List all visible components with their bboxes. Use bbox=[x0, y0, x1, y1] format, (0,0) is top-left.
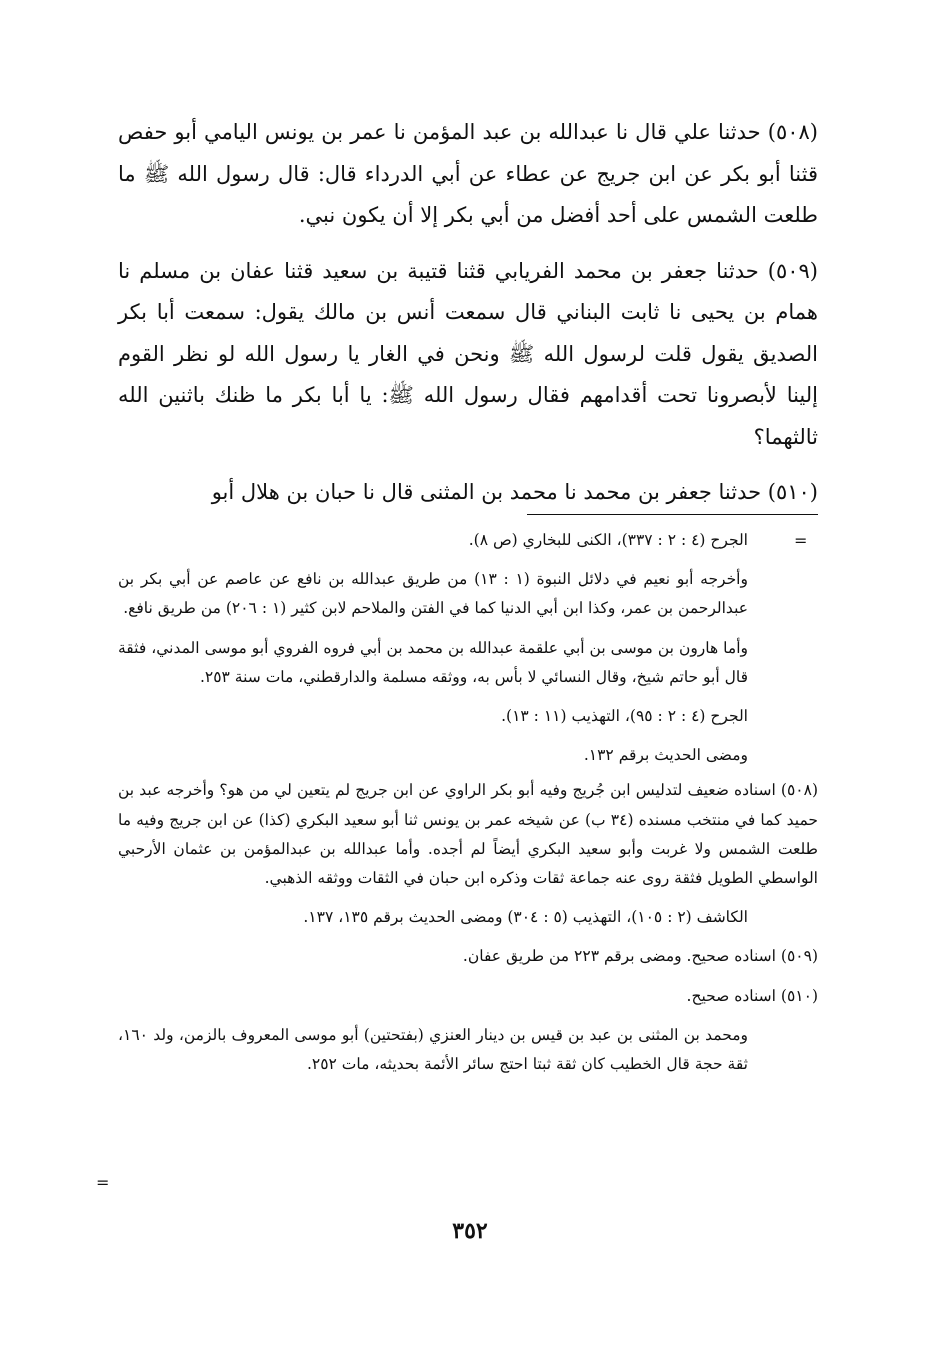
footnote-item: الكاشف (٢ : ١٠٥)، التهذيب (٥ : ٣٠٤) ومضى الحديث برقم ١٣٥، ١٣٧. bbox=[303, 908, 748, 927]
hadith-510: (٥١٠) حدثنا جعفر بن محمد نا محمد بن المثنى قال نا حبان بن هلال أبو bbox=[211, 480, 818, 504]
footnote-item: ومحمد بن المثنى بن عبد بن قيس بن دينار العنزي (بفتحتين) أبو موسى المعروف بالزمن، ولد ١٦٠، ثقة حجة قال الخطيب كان ثقة ثبتا احتج سائر الأئمة بحديثه، مات ٢٥٢. bbox=[118, 1025, 748, 1074]
footnote-item: الجرح (٤ : ٢ : ٩٥)، التهذيب (١١ : ١٣). bbox=[501, 707, 748, 726]
footnote-item: (٥٠٩) اسناده صحيح. ومضى برقم ٢٢٣ من طريق عفان. bbox=[462, 947, 818, 966]
page-number: ٣٥٢ bbox=[452, 1218, 488, 1244]
continuation-mark-top: = bbox=[794, 531, 808, 550]
footnote-item: الجرح (٤ : ٢ : ٣٣٧)، الكنى للبخاري (ص ٨). bbox=[468, 531, 748, 549]
footnote-item: ومضى الحديث برقم ١٣٢. bbox=[583, 746, 748, 765]
footnote-item: (٥١٠) اسناده صحيح. bbox=[686, 986, 818, 1005]
footnote-item: وأما هارون بن موسى بن أبي علقمة عبدالله بن محمد بن أبي فروه الفروي أبو موسى المدني، فثقة قال أبو حاتم شيخ، وقال النسائي لا بأس به، ووثقه مسلمة والدارقطني، مات سنة ٢٥٣. bbox=[118, 638, 748, 686]
footnote-item: وأخرجه أبو نعيم في دلائل النبوة (١ : ١٣) من طريق عبدالله بن نافع عن عاصم عن أبي بكر بن عبدالرحمن بن عمر، وكذا ابن أبي الدنيا كما في الفتن والملاحم لابن كثير (١ : ٢٠٦) من طريق نافع. bbox=[118, 570, 748, 618]
hadith-509: (٥٠٩) حدثنا جعفر بن محمد الفريابي قثنا قتيبة بن سعيد قثنا عفان بن مسلم نا همام بن يحيى نا ثابت البناني قال سمعت أنس بن مالك يقول: سمعت أبا بكر الصديق يقول قلت لرسول الله ﷺ ونحن في الغار يا رسول الله لو نظر القوم إلينا لأبصرونا تحت أقدامهم فقال رسول الله ﷺ: يا أبا بكر ما ظنك باثنين الله ثالثهما؟ bbox=[118, 258, 818, 449]
hadith-508: (٥٠٨) حدثنا علي قال نا عبدالله بن عبد المؤمن نا عمر بن يونس اليامي أبو حفص قثنا أبو بكر عن ابن جريج عن عطاء عن أبي الدرداء قال: قال رسول الله ﷺ ما طلعت الشمس على أحد أفضل من أبي بكر إلا أن يكون نبي. bbox=[118, 120, 818, 227]
footnote-item: (٥٠٨) اسناده ضعيف لتدليس ابن جُريج وفيه أبو بكر الراوي عن ابن جريج لم يتعين لي من هو؟ وأخرجه عبد بن حميد كما في منتخب مسنده (٣٤ ب) عن شيخه عمر بن يونس ثنا أبو سعيد البكري (كذا) عن ابن جريج وفيه ما طلعت الشمس ولا غربت وأبو سعيد البكري أيضاً لم أجده. وأما عبدالله بن عبدالمؤمن بن عثمان الأرحبي الواسطي الطويل فثقة روى عنه جماعة ثقات وذكره ابن حبان في الثقات ووثقه الذهبي. bbox=[118, 781, 818, 888]
footnotes bbox=[118, 526, 818, 1089]
main-text bbox=[118, 112, 818, 528]
continuation-mark-bottom: = bbox=[96, 1173, 110, 1192]
footnote-separator bbox=[527, 514, 818, 515]
